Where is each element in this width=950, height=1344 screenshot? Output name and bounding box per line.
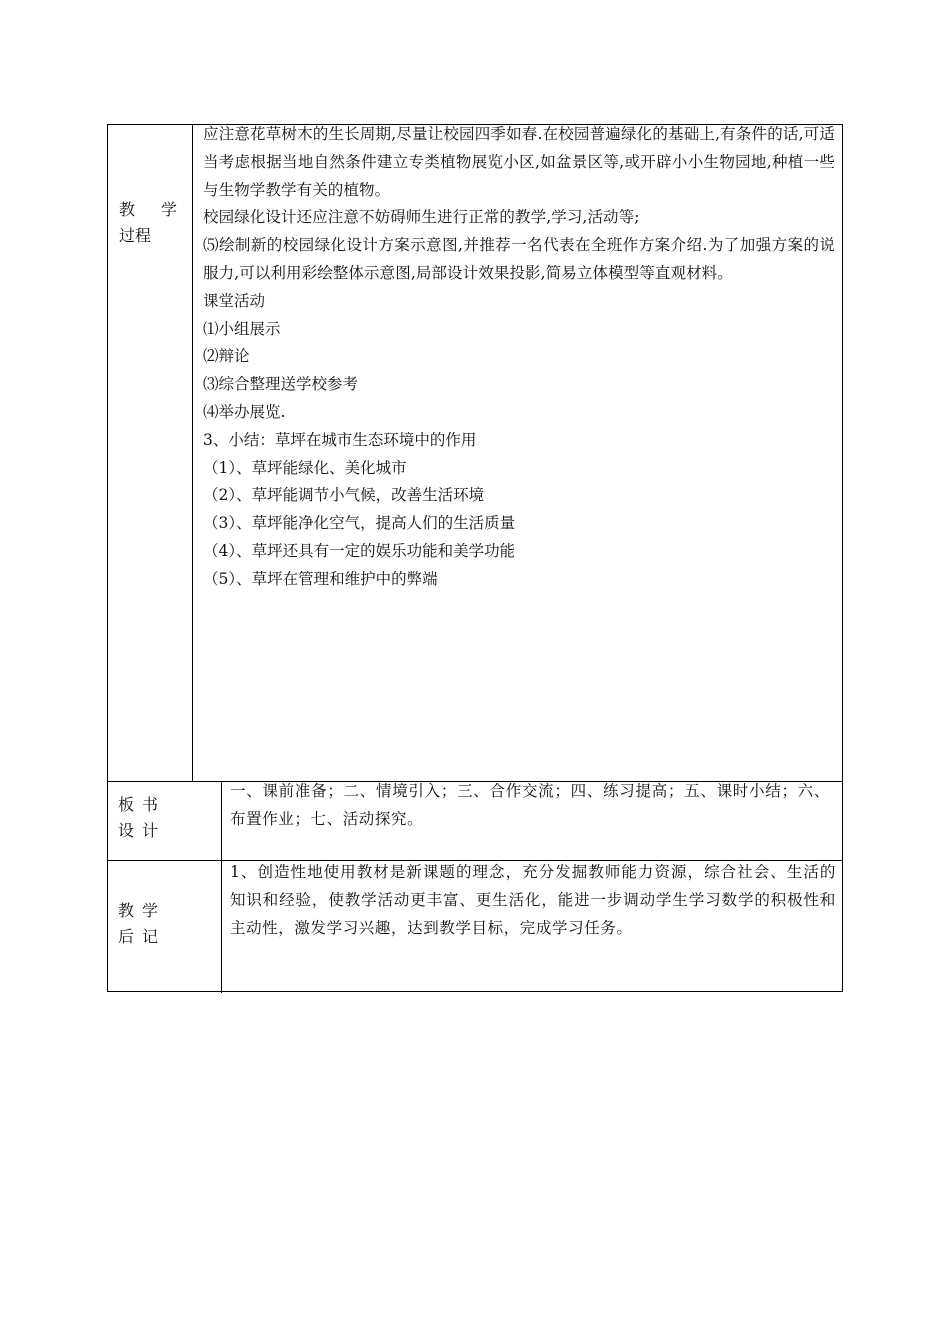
column-divider — [192, 125, 193, 781]
paragraph: 1、创造性地使用教材是新课题的理念，充分发掘教师能力资源，综合社会、生活的知识和经验，使教学活动更丰富、更生活化，能进一步调动学生学习数学的积极性和主动性，激发学习兴趣，达到教学目标，完成学习任务。 — [230, 863, 836, 937]
list-item: （2）、草坪能调节小气候，改善生活环境 — [203, 486, 485, 505]
label-char: 学 — [160, 200, 177, 219]
list-item: （1）、草坪能绿化、美化城市 — [203, 458, 407, 477]
lesson-plan-table — [107, 124, 843, 992]
list-item: ⑶综合整理送学校参考 — [203, 375, 359, 394]
summary-heading: 3、小结：草坪在城市生态环境中的作用 — [203, 430, 477, 449]
board-design-content — [230, 778, 830, 834]
teaching-reflection-label-top: 教学 — [118, 901, 167, 920]
paragraph: 应注意花草树木的生长周期,尽量让校园四季如春.在校园普遍绿化的基础上,有条件的话,可适当考虑根据当地自然条件建立专类植物展览小区,如盆景区等,或开辟小小生物园地,种植一些与生物学教学有关的植物。 — [203, 125, 835, 199]
column-divider — [221, 861, 222, 993]
board-design-label-bottom: 设计 — [118, 821, 167, 840]
teaching-process-label-bottom: 过程 — [119, 226, 152, 245]
teaching-process-label-top — [119, 197, 183, 223]
column-divider — [221, 782, 222, 861]
section-heading: 课堂活动 — [203, 291, 266, 310]
teaching-process-row — [108, 125, 842, 781]
list-item: ⑴小组展示 — [203, 319, 281, 338]
teaching-reflection-content — [230, 859, 836, 942]
board-design-row — [108, 781, 842, 861]
list-item: （3）、草坪能净化空气，提高人们的生活质量 — [203, 514, 516, 533]
teaching-reflection-label-bottom: 后记 — [118, 927, 167, 946]
list-item: ⑵辩论 — [203, 347, 250, 366]
list-item: （4）、草坪还具有一定的娱乐功能和美学功能 — [203, 541, 516, 560]
paragraph: 校园绿化设计还应注意不妨碍师生进行正常的教学,学习,活动等; — [203, 208, 640, 227]
board-design-label-top: 板书 — [118, 795, 167, 814]
label-char: 教 — [119, 200, 136, 219]
teaching-process-content — [203, 121, 835, 594]
board-design-label — [118, 792, 168, 844]
paragraph: 一、课前准备；二、情境引入；三、合作交流；四、练习提高；五、课时小结；六、布置作业；七、活动探究。 — [230, 782, 830, 828]
teaching-reflection-label — [118, 898, 168, 950]
paragraph: ⑸绘制新的校园绿化设计方案示意图,并推荐一名代表在全班作方案介绍.为了加强方案的说服力,可以利用彩绘整体示意图,局部设计效果投影,简易立体模型等直观材料。 — [203, 236, 835, 282]
teaching-reflection-row — [108, 860, 842, 993]
list-item: （5）、草坪在管理和维护中的弊端 — [203, 569, 438, 588]
list-item: ⑷举办展览. — [203, 402, 286, 421]
